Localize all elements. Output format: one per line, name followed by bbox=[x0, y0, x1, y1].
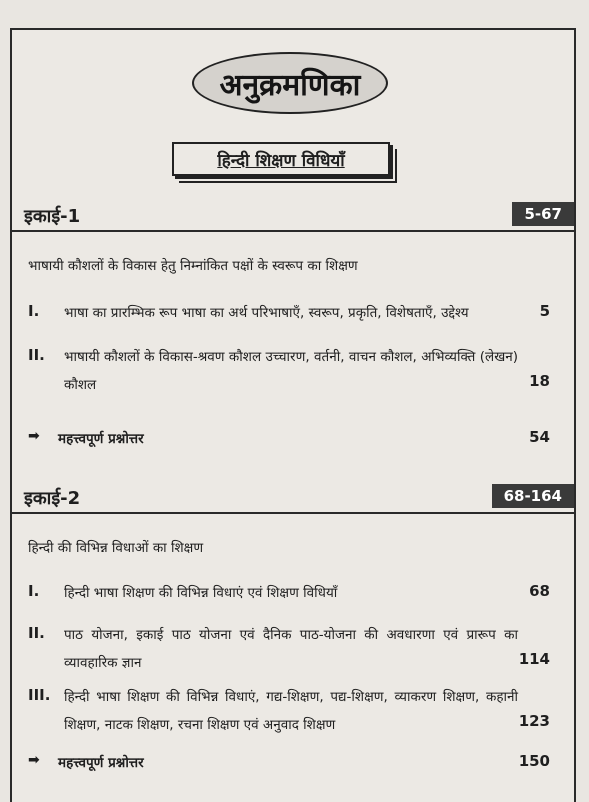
entry-text: हिन्दी भाषा शिक्षण की विभिन्न विधाएं एवं शिक्षण विधियाँ bbox=[64, 585, 338, 601]
entry-number: I. bbox=[28, 582, 40, 600]
unit-label: इकाई-1 bbox=[24, 206, 81, 227]
unit-intro: भाषायी कौशलों के विकास हेतु निम्नांकित पक्षों के स्वरूप का शिक्षण bbox=[28, 258, 358, 274]
entry-number: III. bbox=[28, 686, 51, 704]
entry-page: 150 bbox=[518, 752, 550, 770]
entry-page: 68 bbox=[529, 582, 550, 600]
entry-text: हिन्दी भाषा शिक्षण की विभिन्न विधाएं, गद्य-शिक्षण, पद्य-शिक्षण, व्याकरण शिक्षण, कहानी शिक्षण, नाटक शिक्षण, रचना शिक्षण एवं अनुवाद शिक्षण bbox=[64, 689, 518, 733]
toc-entry bbox=[28, 580, 554, 610]
page-subtitle: हिन्दी शिक्षण विधियाँ bbox=[172, 142, 390, 176]
entry-page: 54 bbox=[529, 428, 550, 446]
unit-intro: हिन्दी की विभिन्न विधाओं का शिक्षण bbox=[28, 540, 204, 556]
divider bbox=[10, 230, 574, 232]
entry-page: 123 bbox=[518, 712, 550, 730]
qa-entry bbox=[28, 752, 554, 776]
divider bbox=[10, 512, 574, 514]
entry-text: पाठ योजना, इकाई पाठ योजना एवं दैनिक पाठ-योजना की अवधारणा एवं प्रारूप का व्यावहारिक ज्ञान bbox=[64, 627, 518, 671]
qa-text: महत्त्वपूर्ण प्रश्नोत्तर bbox=[58, 431, 144, 447]
arrow-icon: ➡ bbox=[28, 752, 40, 768]
entry-text: भाषायी कौशलों के विकास-श्रवण कौशल उच्चारण, वर्तनी, वाचन कौशल, अभिव्यक्ति (लेखन) कौशल bbox=[64, 349, 518, 393]
unit-page-range: 68-164 bbox=[492, 484, 574, 508]
entry-page: 114 bbox=[518, 650, 550, 668]
entry-number: II. bbox=[28, 346, 45, 364]
unit-header bbox=[10, 480, 574, 514]
qa-entry bbox=[28, 428, 554, 452]
entry-number: II. bbox=[28, 624, 45, 642]
toc-entry bbox=[28, 684, 554, 740]
entry-page: 18 bbox=[529, 372, 550, 390]
unit-label: इकाई-2 bbox=[24, 488, 81, 509]
unit-page-range: 5-67 bbox=[512, 202, 574, 226]
toc-entry bbox=[28, 300, 554, 330]
qa-text: महत्त्वपूर्ण प्रश्नोत्तर bbox=[58, 755, 144, 771]
toc-entry bbox=[28, 622, 554, 678]
page-title: अनुक्रमणिका bbox=[192, 52, 388, 114]
entry-page: 5 bbox=[539, 302, 550, 320]
toc-entry bbox=[28, 344, 554, 400]
unit-header bbox=[10, 198, 574, 232]
arrow-icon: ➡ bbox=[28, 428, 40, 444]
entry-text: भाषा का प्रारम्भिक रूप भाषा का अर्थ परिभाषाएँ, स्वरूप, प्रकृति, विशेषताएँ, उद्देश्य bbox=[64, 305, 469, 321]
entry-number: I. bbox=[28, 302, 40, 320]
